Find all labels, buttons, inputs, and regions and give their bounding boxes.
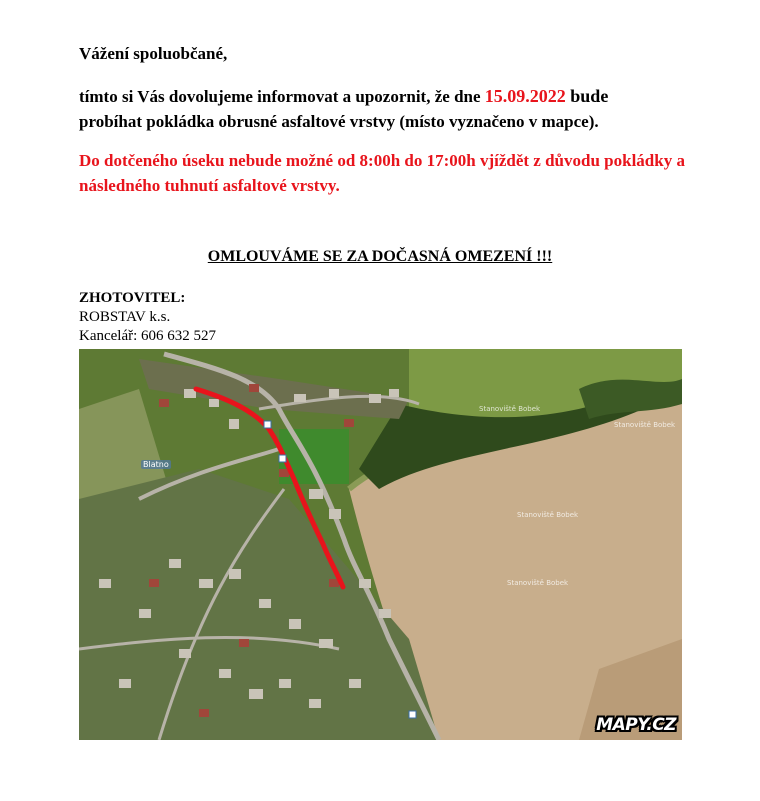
announcement-paragraph	[79, 84, 719, 134]
contractor-phone: Kancelář: 606 632 527	[79, 328, 217, 344]
field-label: Stanoviště Bobek	[507, 579, 569, 587]
works-date: 15.09.2022	[484, 86, 566, 106]
contractor-label: ZHOTOVITEL:	[79, 290, 186, 306]
apology-heading: OMLOUVÁME SE ZA DOČASNÁ OMEZENÍ !!!	[207, 248, 553, 265]
mapy-cz-logo: MAPY.CZ	[596, 715, 676, 735]
announcement-bude: bude	[565, 86, 609, 106]
greeting: Vážení spoluobčané,	[79, 44, 228, 63]
field-label: Stanoviště Bobek	[614, 421, 676, 429]
contractor-block	[79, 289, 216, 346]
village-label: Blatno	[143, 460, 169, 469]
field-label: Stanoviště Bobek	[479, 405, 541, 413]
map-image	[79, 349, 682, 740]
aerial-map	[79, 349, 682, 740]
announcement-rest: probíhat pokládka obrusné asfaltové vrstvy (místo vyznačeno v mapce).	[79, 112, 599, 131]
restriction-paragraph: Do dotčeného úseku nebude možné od 8:00h do 17:00h vjíždět z důvodu pokládky a následného tuhnutí asfaltové vrstvy.	[79, 151, 685, 195]
field-label: Stanoviště Bobek	[517, 511, 579, 519]
contractor-name: ROBSTAV k.s.	[79, 309, 171, 325]
announcement-lead: tímto si Vás dovolujeme informovat a upozornit, že dne	[79, 87, 485, 106]
